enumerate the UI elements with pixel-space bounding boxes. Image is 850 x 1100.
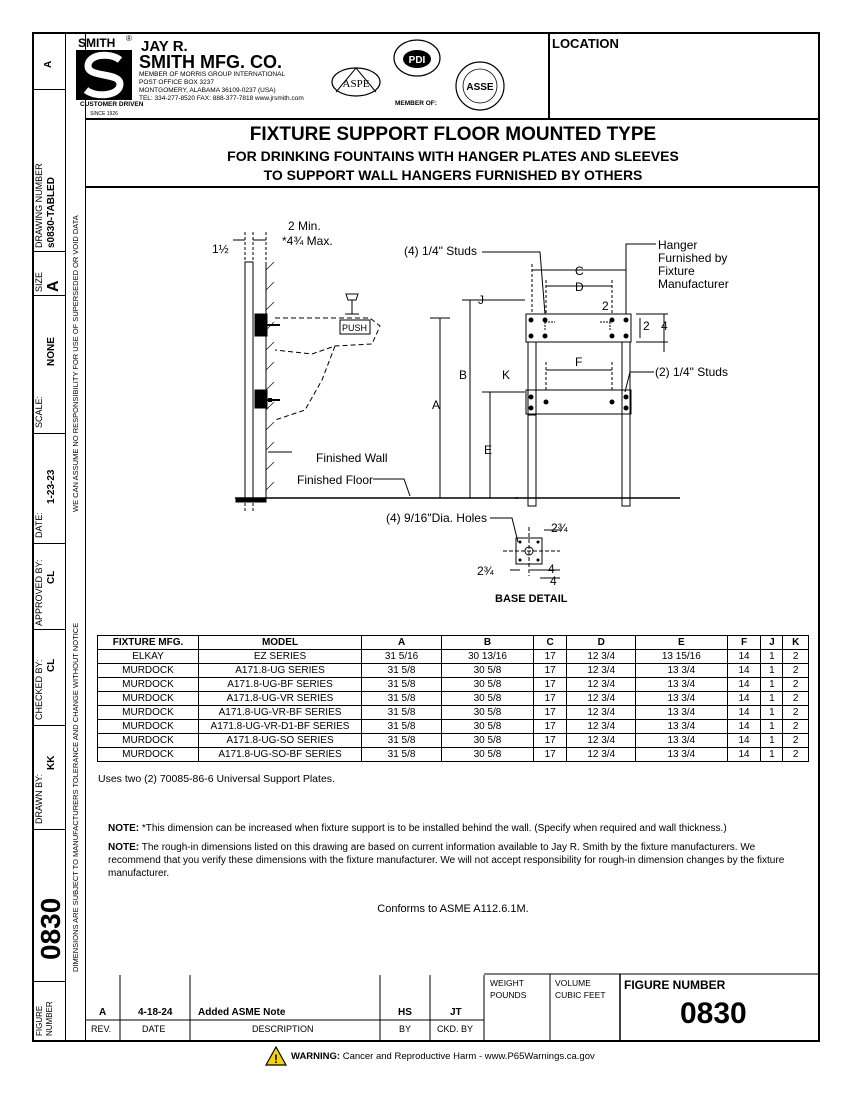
cell: 14	[727, 720, 761, 734]
figure-number-value: 0830	[680, 997, 747, 1030]
drawn-label: DRAWN BY:	[34, 773, 44, 824]
cell: MURDOCK	[98, 692, 199, 706]
cell: 17	[533, 650, 567, 664]
col-k: K	[783, 636, 809, 650]
cell: MURDOCK	[98, 734, 199, 748]
dim-d: D	[575, 280, 584, 294]
cell: 13 3/4	[635, 706, 727, 720]
pdi-text: PDI	[408, 55, 426, 66]
rev-header: REV.	[91, 1024, 112, 1034]
cell: A171.8-UG-VR SERIES	[199, 692, 362, 706]
company-contact: TEL: 334-277-8520 FAX: 888-377-7818 www.jrsmith.com	[139, 95, 304, 102]
cell: 30 5/8	[442, 664, 534, 678]
figure-number-label: FIGURE NUMBER	[624, 978, 726, 992]
dim-k: K	[502, 368, 511, 382]
rev-date: 4-18-24	[138, 1007, 173, 1018]
cell: 14	[727, 664, 761, 678]
cell: 13 3/4	[635, 720, 727, 734]
label-hanger-1: Hanger	[658, 238, 698, 252]
col-j: J	[761, 636, 783, 650]
drawn-value: KK	[46, 755, 57, 770]
drawing-number-value: s0830-TABLED	[46, 177, 57, 248]
conforms-note: Conforms to ASME A112.6.1M.	[377, 903, 529, 915]
approved-value: CL	[46, 570, 57, 584]
location-label: LOCATION	[552, 36, 619, 51]
cell: 30 13/16	[442, 650, 534, 664]
dim-2-side: 2	[643, 319, 650, 333]
company-name-2: SMITH MFG. CO.	[139, 52, 282, 72]
cell: 12 3/4	[567, 678, 636, 692]
cell: 2	[783, 692, 809, 706]
checked-label: CHECKED BY:	[34, 659, 44, 720]
cell: 2	[783, 706, 809, 720]
cell: A171.8-UG-VR-BF SERIES	[199, 706, 362, 720]
dim-a: A	[432, 398, 441, 412]
cell: 2	[783, 748, 809, 762]
label-2-studs: (2) 1/4" Studs	[655, 365, 728, 379]
company-pobox: POST OFFICE BOX 3237	[139, 79, 215, 86]
cell: MURDOCK	[98, 706, 199, 720]
cell: 13 3/4	[635, 678, 727, 692]
label-finished-floor: Finished Floor	[297, 473, 374, 487]
size-label: SIZE	[34, 271, 44, 292]
uses-note: Uses two (2) 70085-86-6 Universal Support Plates.	[98, 773, 335, 785]
cell: 12 3/4	[567, 748, 636, 762]
col-f: F	[727, 636, 761, 650]
dim-b: B	[459, 368, 468, 382]
rev-value: A	[99, 1007, 107, 1018]
warning-notice	[291, 1051, 595, 1062]
title-sub-2: TO SUPPORT WALL HANGERS FURNISHED BY OTHERS	[263, 167, 643, 183]
company-name-1: JAY R.	[141, 38, 188, 55]
col-e: E	[635, 636, 727, 650]
col-fixture-mfg: FIXTURE MFG.	[98, 636, 199, 650]
label-hanger-2: Furnished by	[658, 251, 728, 265]
cell: 13 3/4	[635, 692, 727, 706]
checked-value: CL	[46, 658, 57, 672]
rev-description: Added ASME Note	[198, 1007, 286, 1018]
col-d: D	[567, 636, 636, 650]
since: SINCE 1926	[90, 111, 118, 117]
warning-text: Cancer and Reproductive Harm - www.P65Warnings.ca.gov	[342, 1051, 595, 1062]
figure-big-value: 0830	[35, 897, 66, 960]
cell: MURDOCK	[98, 664, 199, 678]
cell: 31 5/8	[362, 706, 442, 720]
weight-label: WEIGHT	[490, 978, 524, 988]
cell: 1	[761, 748, 783, 762]
cell: 2	[783, 720, 809, 734]
cell: 14	[727, 706, 761, 720]
dim-2-min: 2 Min.	[288, 219, 321, 233]
col-c: C	[533, 636, 567, 650]
push-label: PUSH	[342, 323, 368, 333]
notice-superseded: WE CAN ASSUME NO RESPONSIBILITY FOR USE OF SUPERSEDED OR VOID DATA	[71, 215, 80, 512]
label-finished-wall: Finished Wall	[316, 451, 388, 465]
notice-tolerance: DIMENSIONS ARE SUBJECT TO MANUFACTURERS TOLERANCE AND CHANGE WITHOUT NOTICE	[71, 622, 80, 972]
date-value: 1-23-23	[46, 469, 57, 504]
dim-e: E	[484, 443, 493, 457]
registered-mark: ®	[126, 34, 132, 43]
dim-half: 1½	[212, 242, 229, 256]
cell: A171.8-UG-SO SERIES	[199, 734, 362, 748]
col-model: MODEL	[199, 636, 362, 650]
cell: 30 5/8	[442, 734, 534, 748]
volume-label: VOLUME	[555, 978, 591, 988]
cell: 14	[727, 678, 761, 692]
cell: A171.8-UG-SO-BF SERIES	[199, 748, 362, 762]
cell: 12 3/4	[567, 650, 636, 664]
title-sub-1: FOR DRINKING FOUNTAINS WITH HANGER PLATES AND SLEEVES	[227, 148, 679, 164]
by-header: BY	[399, 1024, 412, 1034]
label-holes: (4) 9/16"Dia. Holes	[386, 511, 487, 525]
dim-4-3-4-max: *4¾ Max.	[282, 234, 333, 248]
dim-base-4-a: 4	[548, 562, 555, 576]
aspe-text: ASPE	[342, 78, 370, 90]
cell: 13 3/4	[635, 734, 727, 748]
cell: ELKAY	[98, 650, 199, 664]
rev-by: HS	[398, 1007, 412, 1018]
cell: 13 15/16	[635, 650, 727, 664]
drawing-number-label: DRAWING NUMBER	[34, 163, 44, 248]
cell: 17	[533, 692, 567, 706]
cell: MURDOCK	[98, 678, 199, 692]
volume-unit: CUBIC FEET	[555, 990, 606, 1000]
note-2-text: The rough-in dimensions listed on this drawing are based on current information available to Jay R. Smith by the fixture manufacturers. We recommend that you verify these dimensions with the fixture manufacturer. We will not accept responsibility for rough-in dimension changes by the fixture manufacturer.	[108, 842, 785, 879]
cell: 31 5/8	[362, 664, 442, 678]
cell: 17	[533, 734, 567, 748]
cell: 31 5/16	[362, 650, 442, 664]
note-1-label: NOTE:	[108, 823, 140, 834]
scale-value: NONE	[46, 337, 57, 366]
cell: 14	[727, 748, 761, 762]
cell: 12 3/4	[567, 720, 636, 734]
dim-j: J	[478, 293, 484, 307]
cell: 31 5/8	[362, 720, 442, 734]
cell: MURDOCK	[98, 748, 199, 762]
figure-label-2: NUMBER	[45, 1001, 54, 1036]
cell: 12 3/4	[567, 692, 636, 706]
cell: 1	[761, 664, 783, 678]
weight-unit: POUNDS	[490, 990, 527, 1000]
dim-2-top: 2	[602, 299, 609, 313]
label-hanger-3: Fixture	[658, 264, 695, 278]
size-value: A	[45, 280, 62, 292]
cell: 1	[761, 650, 783, 664]
cell: 17	[533, 706, 567, 720]
cell: 30 5/8	[442, 748, 534, 762]
dim-base-4-b: 4	[550, 574, 557, 588]
cell: 2	[783, 734, 809, 748]
cell: 30 5/8	[442, 706, 534, 720]
scale-label: SCALE:	[34, 395, 44, 428]
cell: 12 3/4	[567, 734, 636, 748]
date-header: DATE	[142, 1024, 166, 1034]
cell: 14	[727, 692, 761, 706]
ckd-header: CKD. BY	[437, 1024, 474, 1034]
company-member: MEMBER OF MORRIS GROUP INTERNATIONAL	[139, 71, 286, 78]
col-b: B	[442, 636, 534, 650]
cell: 30 5/8	[442, 720, 534, 734]
cell: 14	[727, 734, 761, 748]
cell: 31 5/8	[362, 734, 442, 748]
cell: 17	[533, 678, 567, 692]
cell: 2	[783, 650, 809, 664]
warning-icon	[265, 1046, 287, 1066]
cell: 2	[783, 678, 809, 692]
cell: 13 3/4	[635, 748, 727, 762]
dim-base-2-3-4-top: 2¾	[551, 521, 568, 535]
cell: 2	[783, 664, 809, 678]
label-hanger-4: Manufacturer	[658, 277, 729, 291]
figure-label-1: FIGURE	[35, 1005, 44, 1036]
cell: 14	[727, 650, 761, 664]
dim-4-side: 4	[661, 319, 668, 333]
date-label: DATE:	[34, 512, 44, 538]
cell: 30 5/8	[442, 692, 534, 706]
smith-mark: SMITH	[78, 36, 116, 50]
cell: 31 5/8	[362, 678, 442, 692]
cell: 12 3/4	[567, 706, 636, 720]
cell: 31 5/8	[362, 692, 442, 706]
col-a: A	[362, 636, 442, 650]
base-detail-label: BASE DETAIL	[495, 593, 568, 605]
cell: 30 5/8	[442, 678, 534, 692]
cell: 17	[533, 720, 567, 734]
dim-f: F	[575, 355, 583, 369]
note-1-text: *This dimension can be increased when fixture support is to be installed behind the wall. (Specify when required and wall thickness.)	[141, 823, 727, 834]
cell: MURDOCK	[98, 720, 199, 734]
cell: EZ SERIES	[199, 650, 362, 664]
cell: A171.8-UG SERIES	[199, 664, 362, 678]
cell: 17	[533, 664, 567, 678]
approved-label: APPROVED BY:	[34, 559, 44, 626]
cell: 17	[533, 748, 567, 762]
dim-c: C	[575, 264, 584, 278]
cell: 1	[761, 706, 783, 720]
note-2-label: NOTE:	[108, 842, 140, 853]
label-4-studs: (4) 1/4" Studs	[404, 244, 477, 258]
cell: 13 3/4	[635, 664, 727, 678]
cell: 12 3/4	[567, 664, 636, 678]
tagline: CUSTOMER DRIVEN	[80, 101, 144, 108]
cell: A171.8-UG-BF SERIES	[199, 678, 362, 692]
dim-base-2-3-4-left: 2¾	[477, 564, 494, 578]
member-of: MEMBER OF:	[395, 100, 437, 107]
cell: A171.8-UG-VR-D1-BF SERIES	[199, 720, 362, 734]
rev-ckd: JT	[450, 1007, 462, 1018]
cell: 1	[761, 692, 783, 706]
svg-text:!: !	[274, 1052, 278, 1066]
cell: 1	[761, 678, 783, 692]
warning-label: WARNING:	[291, 1051, 341, 1062]
cell: 1	[761, 720, 783, 734]
description-header: DESCRIPTION	[252, 1024, 314, 1034]
asse-text: ASSE	[466, 82, 494, 93]
cell: 1	[761, 734, 783, 748]
size-top-value: A	[43, 60, 54, 68]
title-main: FIXTURE SUPPORT FLOOR MOUNTED TYPE	[249, 124, 657, 145]
company-city: MONTGOMERY, ALABAMA 36109-0237 (USA)	[139, 87, 276, 94]
cell: 31 5/8	[362, 748, 442, 762]
